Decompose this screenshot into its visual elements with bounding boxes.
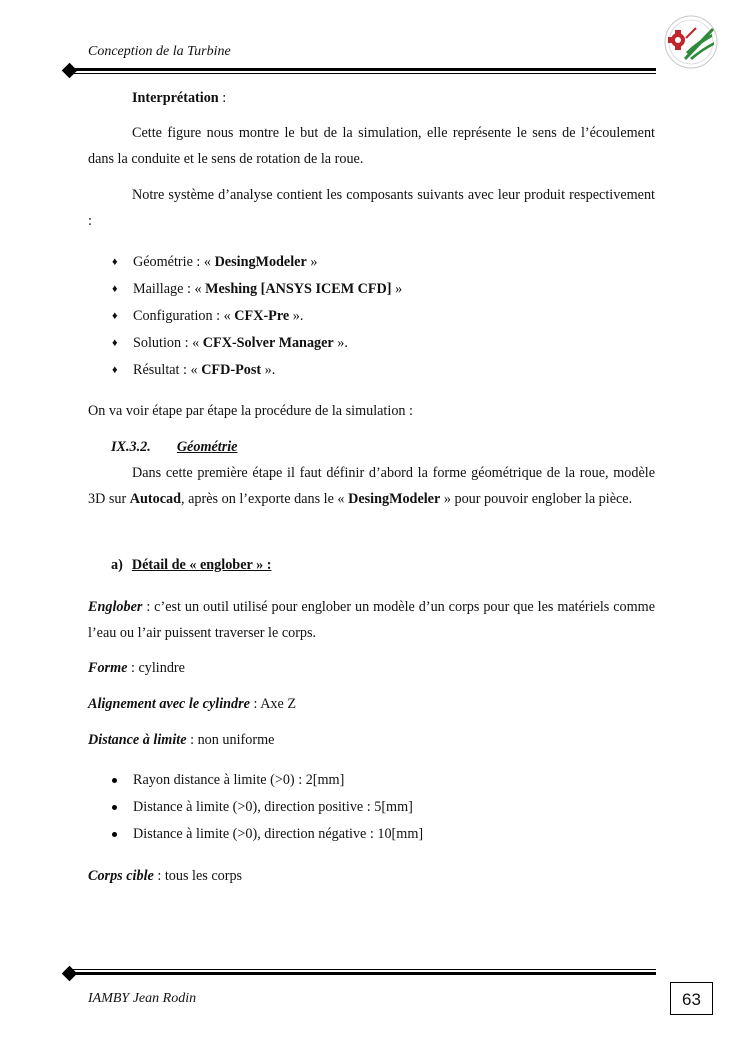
- page-number: 63: [670, 982, 713, 1015]
- diamond-bullet-icon: ♦: [112, 364, 118, 376]
- diamond-bullet-icon: ♦: [112, 337, 118, 349]
- englober-definition: Englober : c’est un outil utilisé pour englober un modèle d’un corps pour que les matériels comme l’eau ou l’air puissent traverser le corps.: [88, 599, 655, 641]
- diamond-bullet-icon: ♦: [112, 283, 118, 295]
- interpretation-paragraph-1: Cette figure nous montre le but de la simulation, elle représente le sens de l’écoulement dans la conduite et le sens de rotation de la roue.: [88, 125, 655, 167]
- section-heading: IX.3.2. Géométrie: [111, 439, 238, 455]
- round-bullet-icon: [112, 805, 117, 810]
- list-item: Distance à limite (>0), direction positive : 5[mm]: [112, 794, 652, 821]
- components-list: [112, 249, 652, 384]
- list-item: ♦ Configuration : « CFX-Pre ».: [112, 303, 652, 330]
- interpretation-paragraph-2: Notre système d’analyse contient les composants suivants avec leur produit respectivement :: [88, 187, 655, 229]
- university-logo-icon: [662, 14, 720, 70]
- list-item: ♦ Solution : « CFX-Solver Manager ».: [112, 330, 652, 357]
- list-item: ♦ Résultat : « CFD-Post ».: [112, 357, 652, 384]
- property-alignement: Alignement avec le cylindre : Axe Z: [88, 696, 297, 712]
- procedure-intro: On va voir étape par étape la procédure de la simulation :: [88, 403, 413, 419]
- header-title: Conception de la Turbine: [88, 44, 231, 59]
- list-item: ♦ Maillage : « Meshing [ANSYS ICEM CFD] »: [112, 276, 652, 303]
- diamond-bullet-icon: ♦: [112, 256, 118, 268]
- header-rule: [66, 66, 656, 76]
- list-item: Rayon distance à limite (>0) : 2[mm]: [112, 767, 652, 794]
- list-item: ♦ Géométrie : « DesingModeler »: [112, 249, 652, 276]
- footer-rule: [66, 968, 656, 978]
- section-paragraph: Dans cette première étape il faut définir d’abord la forme géométrique de la roue, modèle 3D sur Autocad, après on l’exporte dans le « DesingModeler » pour pouvoir englober la pièce.: [88, 465, 655, 507]
- distances-list: [112, 767, 652, 848]
- interpretation-heading: Interprétation :: [132, 90, 227, 106]
- property-distance: Distance à limite : non uniforme: [88, 732, 275, 748]
- diamond-bullet-icon: ♦: [112, 310, 118, 322]
- list-item: Distance à limite (>0), direction négative : 10[mm]: [112, 821, 652, 848]
- property-forme: Forme : cylindre: [88, 660, 185, 676]
- round-bullet-icon: [112, 778, 117, 783]
- subsection-heading: a) Détail de « englober » :: [111, 557, 272, 573]
- corps-cible: Corps cible : tous les corps: [88, 868, 243, 884]
- footer-author: IAMBY Jean Rodin: [88, 991, 197, 1006]
- round-bullet-icon: [112, 832, 117, 837]
